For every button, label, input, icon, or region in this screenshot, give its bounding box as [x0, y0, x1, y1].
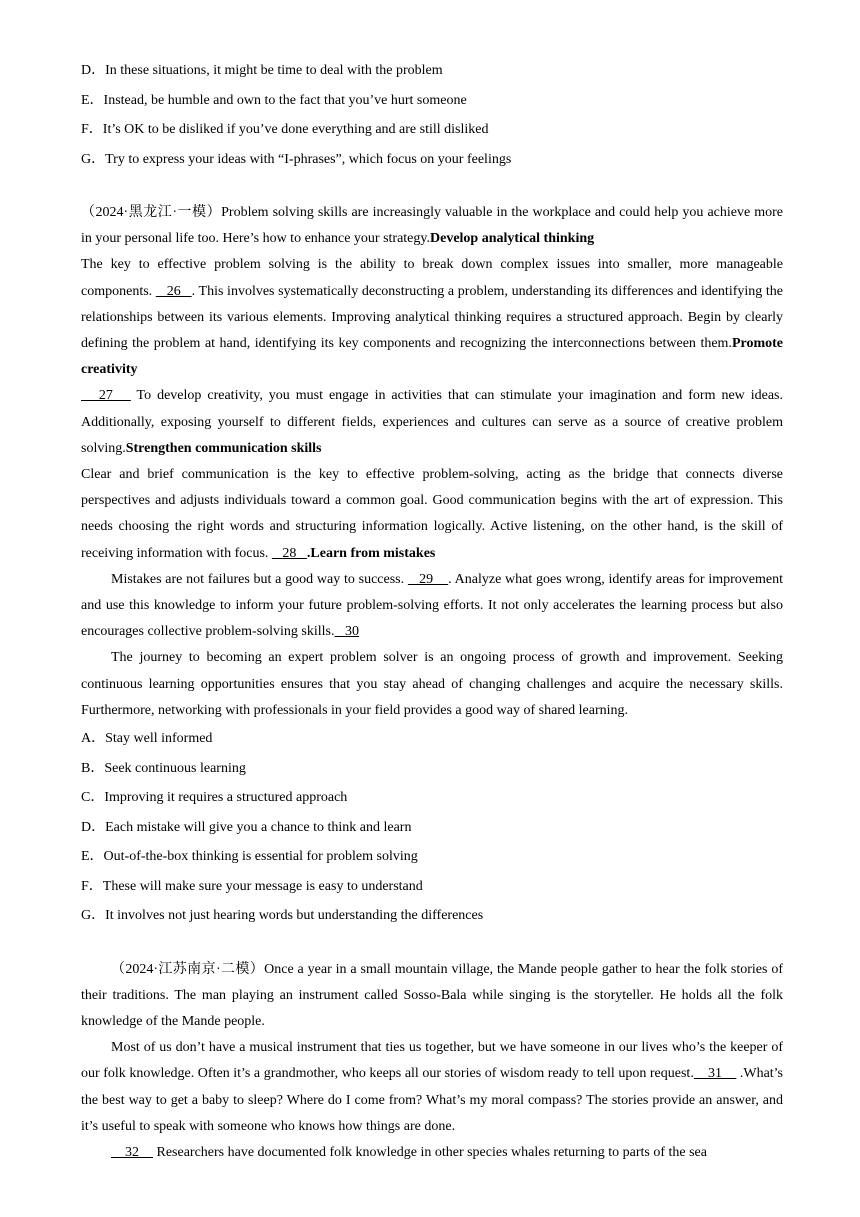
paragraph-text: . Analyze what goes wrong, identify areas for improvement and use this knowledge to inform your future problem-solving efforts. It not only accelerates the learning process but also encourages collective problem-solving skills.	[81, 571, 783, 640]
passage-2	[81, 200, 783, 931]
options-list-2	[81, 724, 783, 931]
paragraph-text: . This involves systematically deconstructing a problem, understanding its differences and identifying the relationships between its various elements. Improving analytical thinking requires a structured approach. Begin by clearly defining the problem at hand, identifying its key components and recognizing the interconnections between them.	[81, 283, 783, 352]
options-list-1	[81, 56, 783, 174]
option-item: A．Stay well informed	[81, 731, 213, 747]
paragraph-text: Most of us don’t have a musical instrument that ties us together, but we have someone in our lives who’s the keeper of our folk knowledge. Often it’s a grandmother, who keeps all our stories of wisdom ready to tell upon request.	[81, 1040, 783, 1082]
paragraph-text: To develop creativity, you must engage in activities that can stimulate your imagination and form new ideas. Additionally, exposing yourself to different fields, experiences and cultures can serve as a source of creative problem solving.	[81, 388, 783, 456]
section-heading: .Learn from mistakes	[306, 545, 436, 561]
option-item: F．These will make sure your message is easy to understand	[81, 878, 423, 894]
option-item: G．It involves not just hearing words but understanding the differences	[81, 908, 484, 924]
paragraph	[81, 567, 783, 646]
blank-32: 32	[111, 1144, 153, 1160]
paragraph-text: Mistakes are not failures but a good way to success.	[111, 571, 408, 587]
option-item: C．Improving it requires a structured approach	[81, 790, 348, 806]
section-heading: Develop analytical thinking	[430, 231, 595, 247]
paragraph	[81, 1035, 783, 1140]
paragraph: The journey to becoming an expert problem solver is an ongoing process of growth and improvement. Seeking continuous learning opportunities ensures that you stay ahead of changing challenges and acquire the necessary skills. Furthermore, networking with professionals in your field provides a good way of shared learning.	[81, 650, 783, 718]
spacer	[81, 174, 783, 200]
option-item: E．Instead, be humble and own to the fact that you’ve hurt someone	[81, 92, 467, 108]
option-item: D．In these situations, it might be time to deal with the problem	[81, 63, 443, 78]
option-item: F．It’s OK to be disliked if you’ve done everything and are still disliked	[81, 122, 489, 137]
blank-30: 30	[334, 624, 359, 640]
option-item: E．Out-of-the-box thinking is essential for problem solving	[81, 849, 418, 865]
passage-3	[81, 957, 783, 1167]
blank-27: 27	[81, 388, 131, 404]
blank-26: 26	[155, 283, 192, 299]
paragraph-text: .What’s the best way to get a baby to sleep? Where do I come from? What’s my moral compass? The stories provide an answer, and it’s useful to speak with someone who knows how things are done.	[81, 1066, 784, 1134]
section-heading: Strengthen communication skills	[125, 440, 322, 456]
blank-28: 28	[271, 545, 307, 561]
paragraph-text: Clear and brief communication is the key to effective problem-solving, acting as the bridge that connects diverse perspectives and adjusts individuals toward a common goal. Good communication begins with the art of expression. This needs choosing the right words and structuring information logically. Active listening, on the other hand, is the skill of receiving information with focus.	[81, 467, 783, 561]
spacer	[81, 931, 783, 957]
paragraph-text: The key to effective problem solving is the ability to break down complex issues into smaller, more manageable components.	[81, 257, 783, 299]
source-tag: （2024·黑龙江·一模）	[81, 205, 222, 220]
paragraph	[81, 957, 783, 1036]
option-item: G．Try to express your ideas with “I-phrases”, which focus on your feelings	[81, 151, 512, 167]
paragraph-text: Problem solving skills are increasingly valuable in the workplace and could help you achieve more in your personal life too. Here’s how to enhance your strategy.	[81, 205, 783, 247]
paragraph-text: Researchers have documented folk knowledge in other species whales returning to parts of the sea	[153, 1144, 707, 1160]
paragraph-text: Once a year in a small mountain village, the Mande people gather to hear the folk stories of their traditions. The man playing an instrument called Sosso-Bala while singing is the storyteller. He holds all the folk knowledge of the Mande people.	[81, 961, 783, 1029]
source-tag: （2024·江苏南京·二模）	[111, 961, 265, 977]
option-item: B．Seek continuous learning	[81, 760, 246, 776]
paragraph	[81, 200, 783, 567]
document-page	[81, 56, 783, 1166]
blank-29: 29	[407, 571, 449, 587]
option-item: D．Each mistake will give you a chance to think and learn	[81, 819, 412, 835]
blank-31: 31	[693, 1066, 737, 1082]
section-heading: Promote creativity	[81, 336, 783, 378]
paragraph	[81, 1140, 783, 1166]
